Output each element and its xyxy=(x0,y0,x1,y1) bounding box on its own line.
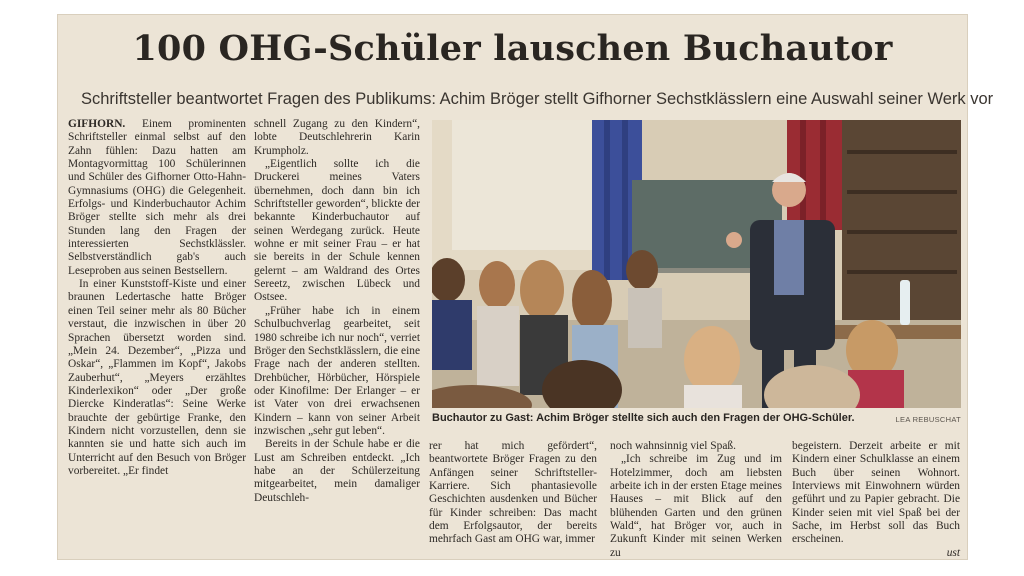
article-photo xyxy=(432,120,961,408)
newspaper-clipping xyxy=(57,14,994,560)
article-column-4 xyxy=(610,440,782,560)
article-column-5 xyxy=(792,440,960,560)
paragraph: rer hat mich gefördert“, beantwortete Bröger Fragen zu den Anfängen seiner Schriftsteller-Karriere. Sich phantasievolle Geschichten ausdenken und Bücher für Kinder schreiben: Das macht dem Erfolgsautor, der bereits mehrfach Gast am OHG war, immer xyxy=(429,440,597,546)
paragraph: GIFHORN. Einem prominenten Schriftsteller einmal selbst auf den Zahn fühlen: Dazu hatten am Montagvormittag 100 Schülerinnen und Schüler des Gifhorner Otto-Hahn-Gymnasiums (OHG) die Gelegenheit. Erfolgs- und Kinderbuchautor Achim Bröger stellte sich mehr als drei Stunden lang den Fragen der interessierten Sechstklässler. Selbstverständlich gab's auch Leseproben aus seinen Bestsellern. xyxy=(68,118,246,277)
paragraph: In einer Kunststoff-Kiste und einer braunen Ledertasche hatte Bröger einen Teil seiner mehr als 80 Bücher verstaut, die inzwischen in über 20 Sprachen übersetzt worden sind. „Mein 24. Dezember“, „Pizza und Oskar“, „Flammen im Kopf“, Jakobs Zauberhut“, „Meyers erzähltes Kinderlexikon“ oder „Der große Diercke Kinderatlas“: Seine Werke brauchte der gebürtige Franke, den Kindern nicht vorzustellen, denn sie kannten sie und hatte sich auch im Unterricht auf den Besuch von Bröger vorbereitet. „Er findet xyxy=(68,278,246,477)
photo-caption: Buchautor zu Gast: Achim Bröger stellte sich auch den Fragen der OHG-Schüler. xyxy=(432,412,855,424)
paragraph: schnell Zugang zu den Kindern“, lobte Deutschlehrerin Karin Krumpholz. xyxy=(254,118,420,157)
subheadline: Schriftsteller beantwortet Fragen des Publikums: Achim Bröger stellt Gifhorner Sechstklässlern eine Auswahl seiner Werk vor xyxy=(81,90,994,108)
paragraph: noch wahnsinnig viel Spaß. xyxy=(610,440,736,452)
paragraph: Bereits in der Schule habe er die Lust am Schreiben entdeckt. „Ich habe an der Schülerzeitung mitgearbeitet, mein damaliger Deutschleh- xyxy=(254,438,420,504)
classroom-photo xyxy=(432,120,961,408)
article-column-3 xyxy=(429,440,597,547)
article-column-1 xyxy=(68,118,246,478)
headline: 100 OHG-Schüler lauschen Buchautor xyxy=(132,28,893,69)
paragraph: „Ich schreibe im Zug und im Hotelzimmer, doch am liebsten arbeite ich in der ersten Etage meines Hauses – mit Blick auf den blühenden Garten und den grünen Wald“, hat Bröger vor, auch in Zukunft Kinder mit seinen Werken zu xyxy=(610,453,782,559)
paragraph: „Eigentlich sollte ich die Druckerei meines Vaters übernehmen, doch dann bin ich Schriftsteller geworden“, blickte der bekannte Kinderbuchautor auf seinen Werdegang zurück. Heute wohne er mit seiner Frau – er hat sie bereits in der Schule kennen gelernt – am Waldrand des Ortes Sereetz, zwischen Lübeck und Ostsee. xyxy=(254,158,420,304)
author-signature: ust xyxy=(946,546,960,559)
paragraph: begeistern. Derzeit arbeite er mit Kindern einer Schulklasse an einem Buch über seinen Wohnort. Interviews mit Einwohnern würden geführt und zu Papier gebracht. Die Kinder seien mit viel Spaß bei der Sache, im Herbst soll das Buch erscheinen. xyxy=(792,440,960,546)
dateline: GIFHORN. xyxy=(68,118,126,130)
photo-credit: LEA REBUSCHAT xyxy=(895,415,961,424)
paragraph: „Früher habe ich in einem Schulbuchverlag gearbeitet, seit 1980 schreibe ich nur noch“, verriet Bröger den Sechstklässlern, die eine Frage nach der anderen stellten. Drehbücher, Hörbücher, Hörspiele oder Kinofilme: Der Erlanger – er ist Vater von drei erwachsenen Kindern – kann von seiner Arbeit inzwischen „sehr gut leben“. xyxy=(254,304,420,437)
article-column-2 xyxy=(254,118,420,505)
